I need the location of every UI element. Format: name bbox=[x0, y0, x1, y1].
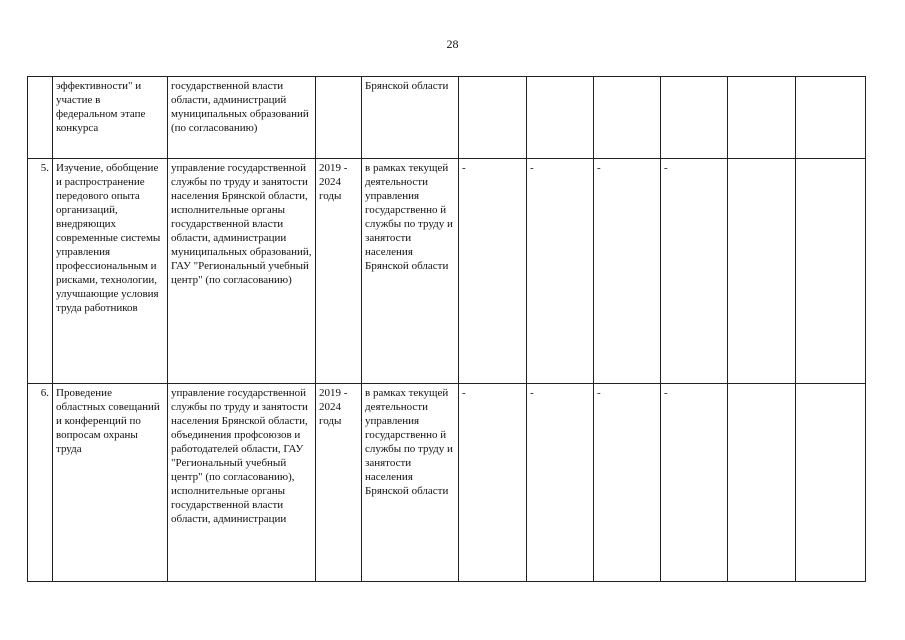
measure-name: Проведение областных совещаний и конференций по вопросам охраны труда bbox=[53, 384, 168, 582]
value-cell: - bbox=[527, 384, 594, 582]
funding-source: в рамках текущей деятельности управления государственно й службы по труду и занятости населения Брянской области bbox=[362, 384, 459, 582]
value-cell bbox=[527, 77, 594, 159]
funding-source: Брянской области bbox=[362, 77, 459, 159]
table-row bbox=[28, 159, 866, 384]
term: 2019 - 2024 годы bbox=[316, 384, 362, 582]
value-cell: - bbox=[594, 384, 661, 582]
term: 2019 - 2024 годы bbox=[316, 159, 362, 384]
row-number bbox=[28, 77, 53, 159]
value-cell: - bbox=[661, 384, 728, 582]
page-number: 28 bbox=[446, 37, 459, 51]
value-cell bbox=[459, 77, 527, 159]
table-row bbox=[28, 77, 866, 159]
executor: государственной власти области, администраций муниципальных образований (по согласованию) bbox=[168, 77, 316, 159]
value-cell: - bbox=[459, 159, 527, 384]
executor: управление государственной службы по труду и занятости населения Брянской области, исполнительные органы государственной власти области, администрации муниципальных образований, ГАУ "Региональный учебный центр" (по согласованию) bbox=[168, 159, 316, 384]
value-cell bbox=[728, 159, 796, 384]
value-cell bbox=[796, 77, 866, 159]
measure-name: Изучение, обобщение и распространение передового опыта организаций, внедряющих современные системы управления профессиональным и рисками, технологии, улучшающие условия труда работников bbox=[53, 159, 168, 384]
value-cell bbox=[796, 159, 866, 384]
row-number: 5. bbox=[28, 159, 53, 384]
value-cell: - bbox=[459, 384, 527, 582]
value-cell bbox=[728, 384, 796, 582]
funding-source: в рамках текущей деятельности управления государственно й службы по труду и занятости населения Брянской области bbox=[362, 159, 459, 384]
row-number: 6. bbox=[28, 384, 53, 582]
value-cell bbox=[728, 77, 796, 159]
value-cell: - bbox=[527, 159, 594, 384]
executor: управление государственной службы по труду и занятости населения Брянской области, объединения профсоюзов и работодателей области, ГАУ "Региональный учебный центр" (по согласованию), исполнительные органы государственной власти области, администрации bbox=[168, 384, 316, 582]
table-row bbox=[28, 384, 866, 582]
value-cell: - bbox=[594, 159, 661, 384]
term bbox=[316, 77, 362, 159]
measures-table bbox=[27, 76, 866, 582]
value-cell bbox=[594, 77, 661, 159]
value-cell bbox=[661, 77, 728, 159]
measure-name: эффективности" и участие в федеральном этапе конкурса bbox=[53, 77, 168, 159]
value-cell: - bbox=[661, 159, 728, 384]
value-cell bbox=[796, 384, 866, 582]
